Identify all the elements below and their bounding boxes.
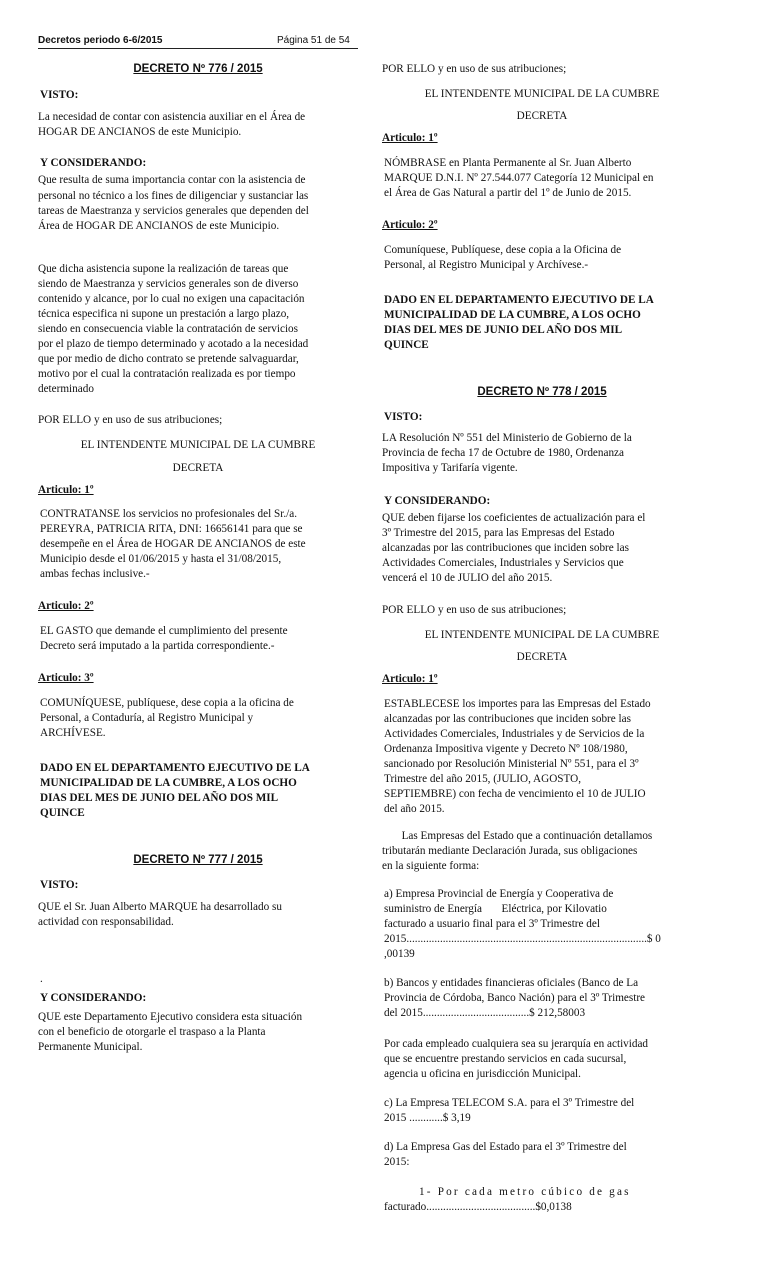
decree-778-article-1-line: alcanzadas por las contribuciones que inciden sobre las [384,713,631,725]
decree-777-visto-line: QUE el Sr. Juan Alberto MARQUE ha desarrollado su [38,901,282,913]
decree-776-considerando-line: por el plazo de tiempo determinado y acotado a la necesidad [38,338,309,350]
decree-777-article-1-line: el Área de Gas Natural a partir del 1º de Junio de 2015. [384,187,632,199]
decree-776-article-3-line: Personal, a Contaduría, al Registro Municipal y [40,712,254,724]
decree-777-intendente: EL INTENDENTE MUNICIPAL DE LA CUMBRE [424,88,660,100]
decree-776-article-3-line: ARCHÍVESE. [40,727,106,739]
decree-778-article-1-line: del año 2015. [384,803,445,815]
decree-778-item-a-line: facturado a usuario final para el 3º Trimestre del [384,918,600,930]
decree-776-considerando-line: Área de HOGAR DE ANCIANOS de este Municipio. [38,220,280,232]
decree-776-article-3-line: COMUNÍQUESE, publíquese, dese copia a la oficina de [40,697,294,709]
decree-778-considerando-line: alcanzadas por las contribuciones que inciden sobre las [382,542,629,554]
decree-778-title: DECRETO Nº 778 / 2015 [477,386,607,398]
decree-778-article-1-line: Actividades Comerciales, Industriales y de Servicios de la [384,728,645,740]
decree-778-considerando-line: Actividades Comerciales, Industriales y Servicios que [382,557,624,569]
decree-776-considerando-line: siendo de Maestranza y servicios generales son de diverso [38,278,299,290]
document-title: Decretos periodo 6-6/2015 [38,35,163,46]
decree-777-visto-line: actividad con responsabilidad. [38,916,174,928]
decree-777-visto-label: VISTO: [40,879,79,891]
decree-776-considerando-line: motivo por el cual la contratación realizada es por tiempo [38,368,296,380]
decree-776-considerando-line: tareas de Maestranza y servicios generales que dependen del [38,205,309,217]
decree-778-empresas-line: en la siguiente forma: [382,860,480,872]
decree-778-item-b-line: del 2015......................................$ 212,58003 [384,1007,586,1019]
decree-778-item-a-line: suministro de Energía Eléctrica, por Kilovatio [384,903,607,915]
decree-778-item-c-line: c) La Empresa TELECOM S.A. para el 3º Trimestre del [384,1097,635,1109]
decree-778-item-d-line: 2015: [384,1156,410,1168]
page-number: Página 51 de 54 [277,35,350,46]
decree-776-por-ello: POR ELLO y en uso de sus atribuciones; [38,414,223,426]
decree-778-article-1-line: ESTABLECESE los importes para las Empresas del Estado [384,698,651,710]
decree-777-dado-line: DADO EN EL DEPARTAMENTO EJECUTIVO DE LA [384,294,654,306]
decree-778-considerando-line: vencerá el 10 de JULIO del año 2015. [382,572,553,584]
decree-777-considerando-label: Y CONSIDERANDO: [40,992,147,1004]
decree-776-considerando-line: determinado [38,383,94,395]
decree-778-item-b-line: Provincia de Córdoba, Banco Nación) para el 3º Trimestre [384,992,646,1004]
decree-778-visto-line: Impositiva y Tarifaría vigente. [382,462,518,474]
decree-776-article-2-line: EL GASTO que demande el cumplimiento del presente [40,625,288,637]
decree-778-article-1-line: SEPTIEMBRE) con fecha de vencimiento el 10 de JULIO [384,788,646,800]
decree-778-per-employee-line: que se encuentre prestando servicios en cada sucursal, [384,1053,627,1065]
decree-778-article-1-line: sancionado por Resolución Ministerial Nº 551, para el 3º [384,758,639,770]
decree-777-title: DECRETO Nº 777 / 2015 [133,854,263,866]
decree-776-dado-line: QUINCE [40,807,85,819]
decree-776-article-2-line: Decreto será imputado a la partida correspondiente.- [40,640,275,652]
decree-776-considerando-line: que por medio de dicho contrato se pretende salvaguardar, [38,353,299,365]
decree-777-decreta: DECRETA [516,110,568,122]
decree-778-item-c-line: 2015 ............$ 3,19 [384,1112,471,1124]
decree-778-visto-label: VISTO: [384,411,423,423]
decree-778-per-employee-line: Por cada empleado cualquiera sea su jerarquía en actividad [384,1038,649,1050]
decree-776-article-1-line: desempeñe en el Área de HOGAR DE ANCIANOS de este [40,538,306,550]
decree-776-dado-line: MUNICIPALIDAD DE LA CUMBRE, A LOS OCHO [40,777,297,789]
decree-778-per-employee-line: agencia u oficina en jurisdicción Municipal. [384,1068,581,1080]
decree-778-item-a-line: 2015......................................................................................$ 0 [384,933,661,945]
decree-778-item-a-line: a) Empresa Provincial de Energía y Cooperativa de [384,888,614,900]
decree-778-item-d1-line: 1- Por cada metro cúbico de gas [384,1186,631,1198]
decree-777-considerando-line: QUE este Departamento Ejecutivo considera esta situación [38,1011,303,1023]
decree-777-article-1-line: MARQUE D.N.I. Nº 27.544.077 Categoría 12 Municipal en [384,172,654,184]
decree-776-dado-line: DADO EN EL DEPARTAMENTO EJECUTIVO DE LA [40,762,310,774]
decree-778-considerando-line: 3º Trimestre del 2015, para las Empresas del Estado [382,527,615,539]
decree-777-article-2-label: Articulo: 2º [382,219,438,231]
decree-777-article-2-line: Personal, al Registro Municipal y Archívese.- [384,259,589,271]
decree-777-dado-line: QUINCE [384,339,429,351]
decree-777-dot: . [40,973,43,985]
decree-776-considerando-line: Que dicha asistencia supone la realización de tareas que [38,263,289,275]
decree-776-article-1-line: PEREYRA, PATRICIA RITA, DNI: 16656141 para que se [40,523,303,535]
decree-778-item-b-line: b) Bancos y entidades financieras oficiales (Banco de La [384,977,639,989]
decree-776-visto-label: VISTO: [40,89,79,101]
decree-776-article-1-line: ambas fechas inclusive.- [40,568,150,580]
decree-778-visto-line: LA Resolución Nº 551 del Ministerio de Gobierno de la [382,432,632,444]
decree-776-considerando-line: técnica especifica ni supone un prestación a largo plazo, [38,308,290,320]
decree-778-decreta: DECRETA [516,651,568,663]
decree-776-visto-line: HOGAR DE ANCIANOS de este Municipio. [38,126,242,138]
decree-776-intendente: EL INTENDENTE MUNICIPAL DE LA CUMBRE [80,439,316,451]
decree-776-title: DECRETO Nº 776 / 2015 [133,63,263,75]
decree-778-article-1-line: Trimestre del año 2015, (JULIO, AGOSTO, [384,773,582,785]
decree-778-item-d-line: d) La Empresa Gas del Estado para el 3º Trimestre del [384,1141,627,1153]
decree-778-considerando-label: Y CONSIDERANDO: [384,495,491,507]
decree-776-decreta: DECRETA [172,462,224,474]
decree-776-article-3-label: Articulo: 3º [38,672,94,684]
decree-776-dado-line: DIAS DEL MES DE JUNIO DEL AÑO DOS MIL [40,792,279,804]
decree-776-article-1-label: Articulo: 1º [38,484,94,496]
decree-777-article-1-line: NÓMBRASE en Planta Permanente al Sr. Juan Alberto [384,157,632,169]
decree-776-considerando-line: contenido y alcance, por lo cual no exigen una capacitación [38,293,305,305]
decree-776-article-1-line: Municipio desde el 01/06/2015 y hasta el 31/08/2015, [40,553,282,565]
decree-776-considerando-line: personal no técnico a los fines de diligenciar y sustanciar las [38,190,309,202]
decree-776-article-2-label: Articulo: 2º [38,600,94,612]
decree-777-considerando-line: Permanente Municipal. [38,1041,143,1053]
decree-778-empresas-line: tributarán mediante Declaración Jurada, sus obligaciones [382,845,638,857]
decree-778-intendente: EL INTENDENTE MUNICIPAL DE LA CUMBRE [424,629,660,641]
decree-778-visto-line: Provincia de fecha 17 de Octubre de 1980, Ordenanza [382,447,624,459]
decree-776-visto-line: La necesidad de contar con asistencia auxiliar en el Área de [38,111,306,123]
decree-777-article-1-label: Articulo: 1º [382,132,438,144]
decree-777-por-ello: POR ELLO y en uso de sus atribuciones; [382,63,567,75]
decree-778-article-1-line: Ordenanza Impositiva vigente y Decreto Nº 108/1980, [384,743,628,755]
decree-776-considerando-line: siendo en consecuencia viable la contratación de servicios [38,323,299,335]
decree-777-considerando-line: con el beneficio de otorgarle el traspaso a la Planta [38,1026,266,1038]
decree-777-article-2-line: Comuníquese, Publíquese, dese copia a la Oficina de [384,244,622,256]
decree-778-por-ello: POR ELLO y en uso de sus atribuciones; [382,604,567,616]
decree-777-dado-line: DIAS DEL MES DE JUNIO DEL AÑO DOS MIL [384,324,623,336]
decree-778-article-1-label: Articulo: 1º [382,673,438,685]
decree-776-considerando-line: Que resulta de suma importancia contar con la asistencia de [38,174,306,186]
page-header [38,35,358,49]
decree-778-considerando-line: QUE deben fijarse los coeficientes de actualización para el [382,512,646,524]
decree-777-dado-line: MUNICIPALIDAD DE LA CUMBRE, A LOS OCHO [384,309,641,321]
decree-778-item-d1-line: facturado.......................................$0,0138 [384,1201,572,1213]
decree-776-article-1-line: CONTRATANSE los servicios no profesionales del Sr./a. [40,508,298,520]
decree-778-empresas-line: Las Empresas del Estado que a continuación detallamos [382,830,653,842]
decree-778-item-a-line: ,00139 [384,948,415,960]
decree-776-considerando-label: Y CONSIDERANDO: [40,157,147,169]
